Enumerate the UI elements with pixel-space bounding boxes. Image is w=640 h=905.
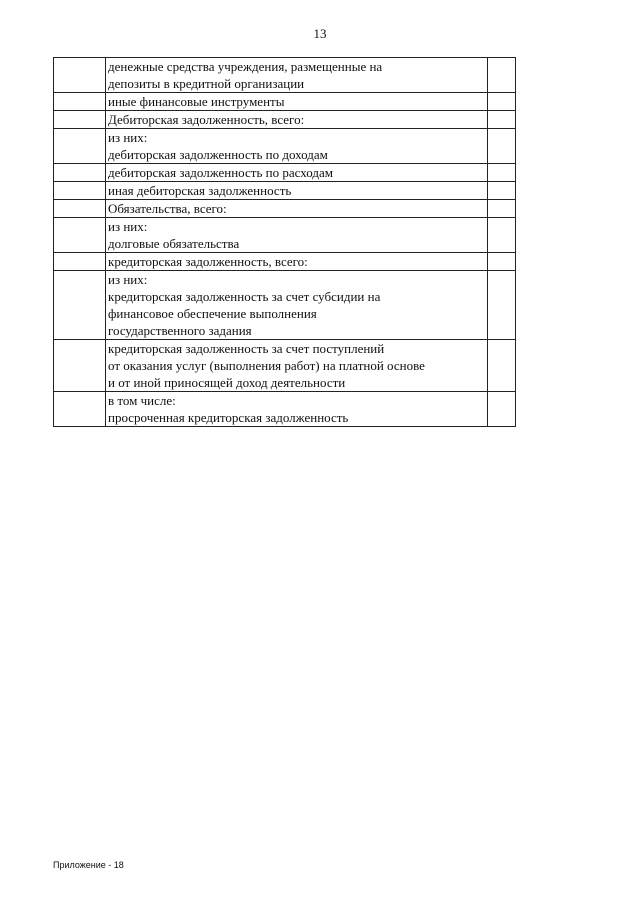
table-row — [54, 111, 516, 129]
row-value-cell — [488, 340, 516, 392]
row-value-cell — [488, 111, 516, 129]
row-number-cell — [54, 392, 106, 427]
row-number-cell — [54, 164, 106, 182]
row-label-cell: кредиторская задолженность, всего: — [106, 253, 488, 271]
page-number: 13 — [313, 26, 327, 41]
row-label-cell: из них: кредиторская задолженность за счет субсидии на финансовое обеспечение выполнения государственного задания — [106, 271, 488, 340]
table-row — [54, 93, 516, 111]
row-value-cell — [488, 218, 516, 253]
table-row — [54, 340, 516, 392]
row-label-cell: дебиторская задолженность по расходам — [106, 164, 488, 182]
row-number-cell — [54, 129, 106, 164]
table-row — [54, 253, 516, 271]
row-number-cell — [54, 271, 106, 340]
table-row — [54, 218, 516, 253]
row-value-cell — [488, 129, 516, 164]
row-label-cell: из них: дебиторская задолженность по доходам — [106, 129, 488, 164]
row-number-cell — [54, 93, 106, 111]
table-row — [54, 392, 516, 427]
row-label-cell: денежные средства учреждения, размещенные на депозиты в кредитной организации — [106, 58, 488, 93]
table-row — [54, 164, 516, 182]
row-number-cell — [54, 253, 106, 271]
row-label-cell: кредиторская задолженность за счет поступлений от оказания услуг (выполнения работ) на платной основе и от иной приносящей доход деятельности — [106, 340, 488, 392]
table-row — [54, 129, 516, 164]
table-row — [54, 271, 516, 340]
row-value-cell — [488, 164, 516, 182]
row-label-cell: из них: долговые обязательства — [106, 218, 488, 253]
row-label-cell: иная дебиторская задолженность — [106, 182, 488, 200]
financial-indicators-table — [53, 57, 516, 427]
table-row — [54, 200, 516, 218]
row-label-cell: иные финансовые инструменты — [106, 93, 488, 111]
row-value-cell — [488, 392, 516, 427]
table-row — [54, 182, 516, 200]
row-number-cell — [54, 200, 106, 218]
row-value-cell — [488, 182, 516, 200]
row-number-cell — [54, 58, 106, 93]
row-value-cell — [488, 200, 516, 218]
row-value-cell — [488, 271, 516, 340]
row-value-cell — [488, 93, 516, 111]
row-value-cell — [488, 58, 516, 93]
table-row — [54, 58, 516, 93]
row-number-cell — [54, 111, 106, 129]
row-label-cell: Дебиторская задолженность, всего: — [106, 111, 488, 129]
table-body — [54, 58, 516, 427]
row-label-cell: в том числе: просроченная кредиторская задолженность — [106, 392, 488, 427]
row-label-cell: Обязательства, всего: — [106, 200, 488, 218]
row-number-cell — [54, 182, 106, 200]
row-value-cell — [488, 253, 516, 271]
row-number-cell — [54, 340, 106, 392]
footer-label: Приложение - 18 — [53, 860, 124, 870]
row-number-cell — [54, 218, 106, 253]
